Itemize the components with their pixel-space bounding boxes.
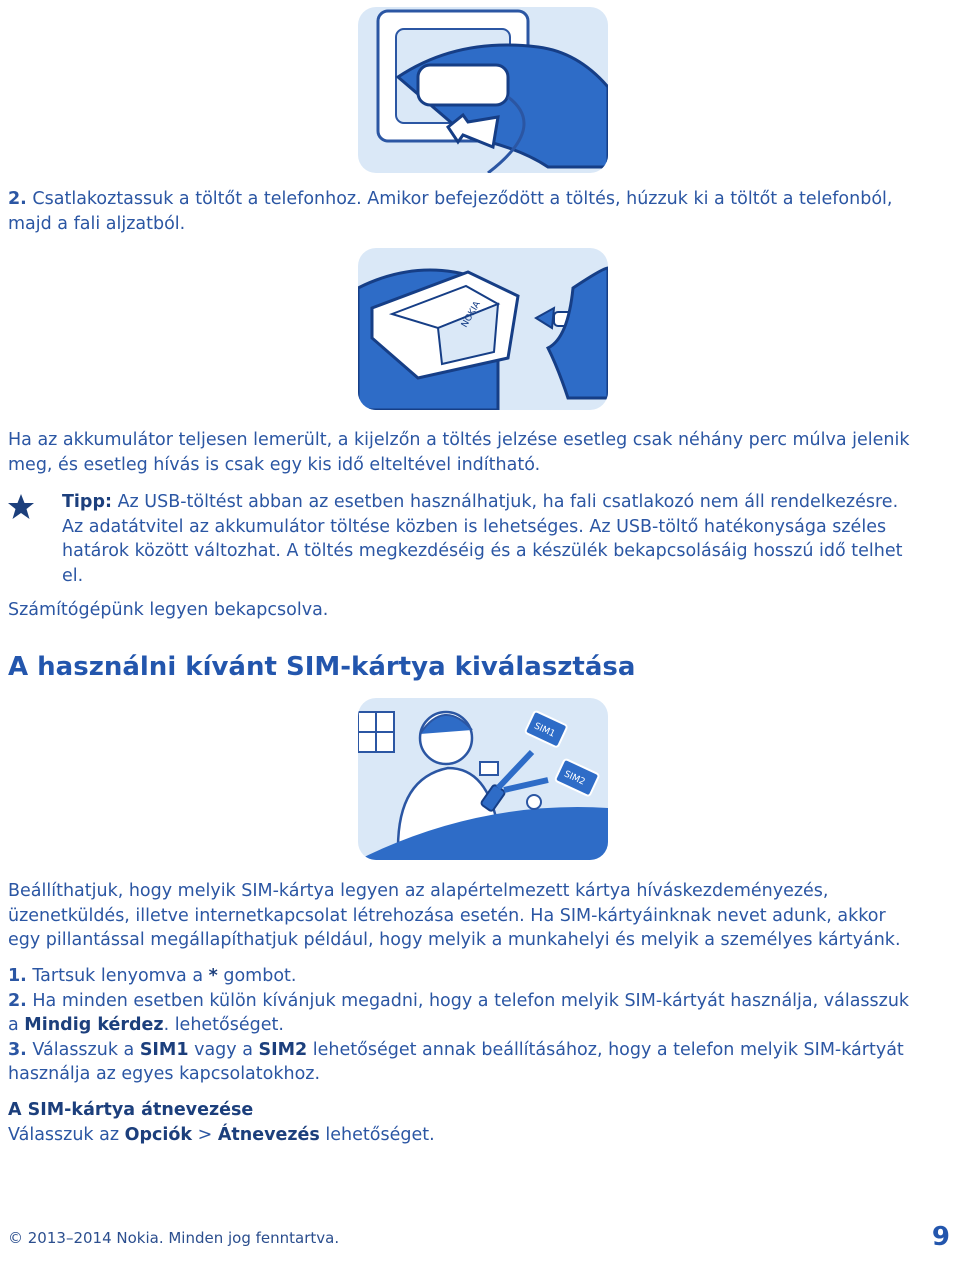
sim1-card-label: SIM1 <box>532 721 557 740</box>
step-3-number: 3. <box>8 1039 27 1060</box>
rename-section <box>8 1098 435 1147</box>
tip-paragraph <box>62 490 902 588</box>
step-2-cont <box>8 1013 909 1038</box>
step-3-a: Válasszuk a <box>26 1039 140 1060</box>
copyright-footer: © 2013–2014 Nokia. Minden jog fenntartva. <box>8 1229 340 1247</box>
menu-separator: > <box>192 1124 218 1145</box>
sim-selection-illustration <box>358 698 608 860</box>
always-ask-option: Mindig kérdez <box>24 1015 164 1035</box>
rename-instruction <box>8 1123 435 1148</box>
rename-option: Átnevezés <box>217 1124 320 1145</box>
sim-intro-line-2: üzenetküldés, illetve internetkapcsolat létrehozása esetén. Ha SIM-kártyáinknak nevet adunk, akkor <box>8 905 886 926</box>
battery-note-line-1: Ha az akkumulátor teljesen lemerült, a kijelzőn a töltés jelzése esetleg csak néhány perc múlva jelenik <box>8 430 910 450</box>
sim2-card-label: SIM2 <box>562 769 587 788</box>
step-2-text: Csatlakoztassuk a töltőt a telefonhoz. Amikor befejeződött a töltés, húzzuk ki a töltőt a telefonból, <box>32 189 893 209</box>
person-sim-image <box>358 698 608 860</box>
tip-line-4: el. <box>62 565 84 586</box>
star-icon <box>6 492 36 522</box>
options-menu: Opciók <box>124 1124 193 1145</box>
step-2-number: 2. <box>8 990 27 1011</box>
sim2-option: SIM2 <box>258 1039 308 1060</box>
sim-intro-line-1: Beállíthatjuk, hogy melyik SIM-kártya legyen az alapértelmezett kártya híváskezdeményezés, <box>8 881 829 901</box>
star-key: * <box>208 966 218 986</box>
step-1-text: Tartsuk lenyomva a <box>26 966 209 986</box>
section-heading: A használni kívánt SIM-kártya kiválasztása <box>8 652 636 682</box>
battery-note-line-2: meg, és esetleg hívás is csak egy kis idő elteltével indítható. <box>8 454 541 475</box>
rename-prefix: Válasszuk az <box>8 1124 125 1145</box>
step-2-line: Ha minden esetben külön kívánjuk megadni, hogy a telefon melyik SIM-kártyát használja, válasszuk <box>26 990 910 1011</box>
sim1-option: SIM1 <box>139 1039 189 1060</box>
step-2-prefix: a <box>8 1015 25 1035</box>
steps-list <box>8 964 909 1087</box>
step-2-paragraph <box>8 187 892 236</box>
step-number: 2. <box>8 189 27 209</box>
phone-brand-label: NOKIA <box>459 299 483 330</box>
step-3-cont: használja az egyes kapcsolatokhoz. <box>8 1064 321 1084</box>
tip-computer-note <box>8 598 328 623</box>
step-2 <box>8 989 909 1014</box>
sim-intro-line-3: egy pillantással megállapíthatjuk például, hogy melyik a munkahelyi és melyik a személyes kártyánk. <box>8 930 901 950</box>
wall-socket-hand-image <box>358 7 608 173</box>
battery-note-paragraph <box>8 428 910 477</box>
phone-usb-image <box>358 248 608 410</box>
usb-phone-illustration <box>358 248 608 410</box>
step-3-c: lehetőséget annak beállításához, hogy a telefon melyik SIM-kártyát <box>307 1039 904 1060</box>
step-1-number: 1. <box>8 966 27 986</box>
step-1 <box>8 964 909 989</box>
rename-title: A SIM-kártya átnevezése <box>8 1100 254 1120</box>
charger-plug-illustration <box>358 7 608 173</box>
sim-intro-paragraph <box>8 879 901 953</box>
step-2-text-cont: majd a fali aljzatból. <box>8 213 186 234</box>
tip-line-1: Az USB-töltést abban az esetben használhatjuk, ha fali csatlakozó nem áll rendelkezésre. <box>112 492 899 512</box>
step-2-end: . lehetőséget. <box>163 1015 284 1035</box>
page-number: 9 <box>931 1222 950 1252</box>
tip-line-3: határok között változhat. A töltés megkezdéséig és a készülék bekapcsolásáig hosszú idő telhet <box>62 541 903 561</box>
tip-line-2: Az adatátvitel az akkumulátor töltése közben is lehetséges. Az USB-töltő hatékonysága széles <box>62 516 887 537</box>
rename-end: lehetőséget. <box>319 1124 435 1145</box>
step-1-end: gombot. <box>217 966 297 986</box>
step-3-b: vagy a <box>188 1039 259 1060</box>
tip-label: Tipp: <box>62 492 112 512</box>
tip-line-5: Számítógépünk legyen bekapcsolva. <box>8 600 329 620</box>
step-3 <box>8 1038 909 1063</box>
